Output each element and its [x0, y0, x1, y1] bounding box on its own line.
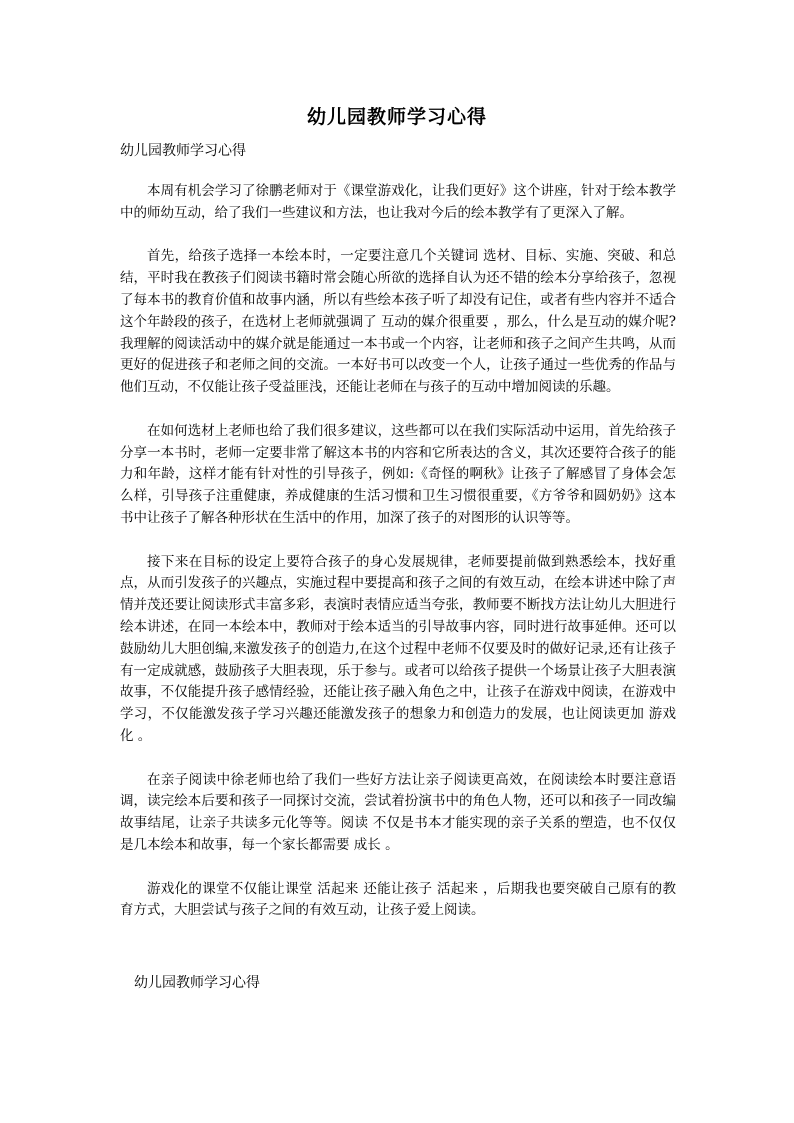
document-footer: 幼儿园教师学习心得 — [134, 975, 260, 991]
document-subtitle: 幼儿园教师学习心得 — [120, 143, 246, 159]
document-body — [120, 181, 676, 944]
document-title: 幼儿园教师学习心得 — [306, 106, 487, 128]
paragraph: 接下来在目标的设定上要符合孩子的身心发展规律，老师要提前做到熟悉绘本，找好重点，从而引发孩子的兴趣点，实施过程中要提高和孩子之间的有效互动，在绘本讲述中除了声情并茂还要让阅读形式丰富多彩，表演时表情应适当夸张，教师要不断找方法让幼儿大胆进行绘本讲述，在同一本绘本中，教师对于绘本适当的引导故事内容，同时进行故事延伸。还可以鼓励幼儿大胆创编,来激发孩子的创造力,在这个过程中老师不仅要及时的做好记录,还有让孩子有一定成就感，鼓励孩子大胆表现，乐于参与。或者可以给孩子提供一个场景让孩子大胆表演故事，不仅能提升孩子感情经验，还能让孩子融入角色之中，让孩子在游戏中阅读，在游戏中学习，不仅能激发孩子学习兴趣还能激发孩子的想象力和创造力的发展，也让阅读更加 游戏化 。 — [120, 553, 676, 744]
paragraph: 本周有机会学习了徐鹏老师对于《课堂游戏化，让我们更好》这个讲座，针对于绘本教学中的师幼互动，给了我们一些建议和方法，也让我对今后的绘本教学有了更深入了解。 — [120, 183, 676, 221]
paragraph: 首先，给孩子选择一本绘本时，一定要注意几个关键词 选材、目标、实施、突破、和总结，平时我在教孩子们阅读书籍时常会随心所欲的选择自认为还不错的绘本分享给孩子，忽视了每本书的教育价值和故事内涵，所以有些绘本孩子听了却没有记住，或者有些内容并不适合这个年龄段的孩子，在选材上老师就强调了 互动的媒介很重要 ，那么，什么是互动的媒介呢?我理解的阅读活动中的媒介就是能通过一本书或一个内容，让老师和孩子之间产生共鸣，从而更好的促进孩子和老师之间的交流。一本好书可以改变一个人，让孩子通过一些优秀的作品与他们互动，不仅能让孩子受益匪浅，还能让老师在与孩子的互动中增加阅读的乐趣。 — [120, 248, 676, 396]
paragraph: 在亲子阅读中徐老师也给了我们一些好方法让亲子阅读更高效，在阅读绘本时要注意语调，读完绘本后要和孩子一同探讨交流，尝试着扮演书中的角色人物，还可以和孩子一同改编故事结尾，让亲子共读多元化等等。阅读 不仅是书本才能实现的亲子关系的塑造，也不仅仅是几本绘本和故事，每一个家长都需要 成长 。 — [120, 771, 676, 853]
paragraph: 游戏化的课堂不仅能让课堂 活起来 还能让孩子 活起来 ，后期我也要突破自己原有的教育方式，大胆尝试与孩子之间的有效互动，让孩子爱上阅读。 — [120, 880, 676, 919]
paragraph: 在如何选材上老师也给了我们很多建议，这些都可以在我们实际活动中运用，首先给孩子分享一本书时，老师一定要非常了解这本书的内容和它所表达的含义，其次还要符合孩子的能力和年龄，这样才能有针对性的引导孩子，例如:《奇怪的啊秋》让孩子了解感冒了身体会怎么样，引导孩子注重健康，养成健康的生活习惯和卫生习惯很重要，《方爷爷和圆奶奶》这本书中让孩子了解各种形状在生活中的作用，加深了孩子的对图形的认识等等。 — [120, 422, 676, 526]
